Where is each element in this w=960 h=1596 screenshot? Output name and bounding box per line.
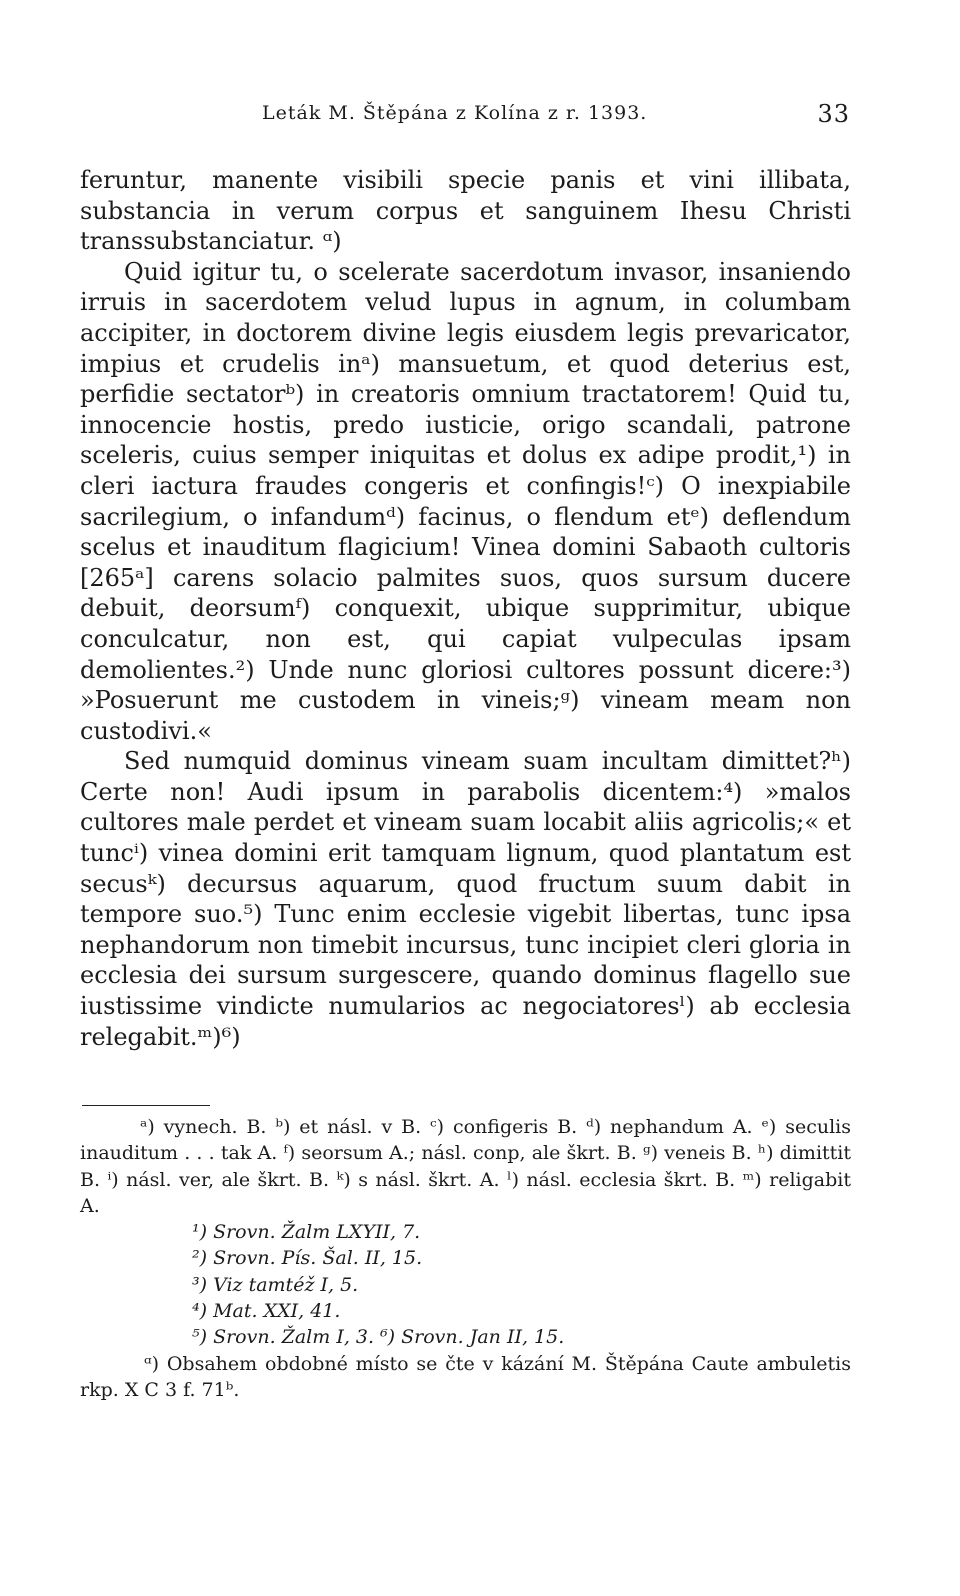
paragraph: feruntur, manente visibili specie panis et vini illibata, substancia in verum corpus et sanguinem Ihesu Christi transsubstanciatur. ᵅ) bbox=[80, 166, 851, 256]
paragraph: Sed numquid dominus vineam suam incultam dimittet?ʰ) Certe non! Audi ipsum in parabolis dicentem:⁴) »malos cultores male perdet et vineam suam locabit aliis agricolis;« et tuncⁱ) vinea domini erit tamquam lignum, quod plantatum est secusᵏ) decursus aquarum, quod fructum suum dabit in tempore suo.⁵) Tunc enim ecclesie vigebit libertas, tunc ipsa nephandorum non timebit incursus, tunc incipiet cleri gloria in ecclesia dei sursum surgescere, quando dominus flagello sue iustissime vindicte numularios ac negociatoresˡ) ab ecclesia relegabit.ᵐ)⁶) bbox=[80, 747, 851, 1051]
footnotes bbox=[80, 1114, 851, 1403]
note-alpha: ᵅ) Obsahem obdobné místo se čte v kázání M. Štěpána Caute ambuletis rkp. X C 3 f. 71ᵇ. bbox=[80, 1352, 851, 1401]
source-note: ⁴) Mat. XXI, 41. bbox=[192, 1300, 341, 1323]
source-note: ¹) Srovn. Žalm LXYII, 7. bbox=[192, 1221, 421, 1244]
critical-apparatus: ᵃ) vynech. B. ᵇ) et násl. v B. ᶜ) configeris B. ᵈ) nephandum A. ᵉ) seculis inauditum . . . tak A. ᶠ) seorsum A.; násl. conp, ale škrt. B. ᵍ) veneis B. ʰ) dimittit B. ⁱ) násl. ver, ale škrt. B. ᵏ) s násl. škrt. A. ˡ) násl. ecclesia škrt. B. ᵐ) religabit A. bbox=[80, 1116, 851, 1217]
page-number: 33 bbox=[817, 100, 850, 128]
source-note: ³) Viz tamtéž I, 5. bbox=[192, 1273, 359, 1296]
main-text bbox=[80, 165, 851, 1052]
paragraph: Quid igitur tu, o scelerate sacerdotum invasor, insaniendo irruis in sacerdotem velud lupus in agnum, in columbam accipiter, in doctorem divine legis eiusdem legis prevaricator, impius et crudelis inᵃ) mansuetum, et quod deterius est, perfidie sectatorᵇ) in creatoris omnium tractatorem! Quid tu, innocencie hostis, predo iusticie, origo scandali, patrone sceleris, cuius semper iniquitas et dolus ex adipe prodit,¹) in cleri iactura fraudes congeris et confingis!ᶜ) O inexpiabile sacrilegium, o infandumᵈ) facinus, o flendum etᵉ) deflendum scelus et inauditum flagicium! Vinea domini Sabaoth cultoris [265ᵃ] carens solacio palmites suos, quos sursum ducere debuit, deorsumᶠ) conquexit, ubique supprimitur, ubique conculcatur, non est, qui capiat vulpeculas ipsam demolientes.²) Unde nunc gloriosi cultores possunt dicere:³) »Posuerunt me custodem in vineis;ᵍ) vineam meam non custodivi.« bbox=[80, 257, 851, 745]
running-title: Leták M. Štěpána z Kolína z r. 1393. bbox=[262, 102, 648, 124]
source-note: ⁵) Srovn. Žalm I, 3. ⁶) Srovn. Jan II, 15. bbox=[192, 1326, 565, 1349]
running-head bbox=[80, 94, 850, 130]
source-note: ²) Srovn. Pís. Šal. II, 15. bbox=[192, 1247, 423, 1270]
footnote-rule bbox=[82, 1105, 210, 1106]
